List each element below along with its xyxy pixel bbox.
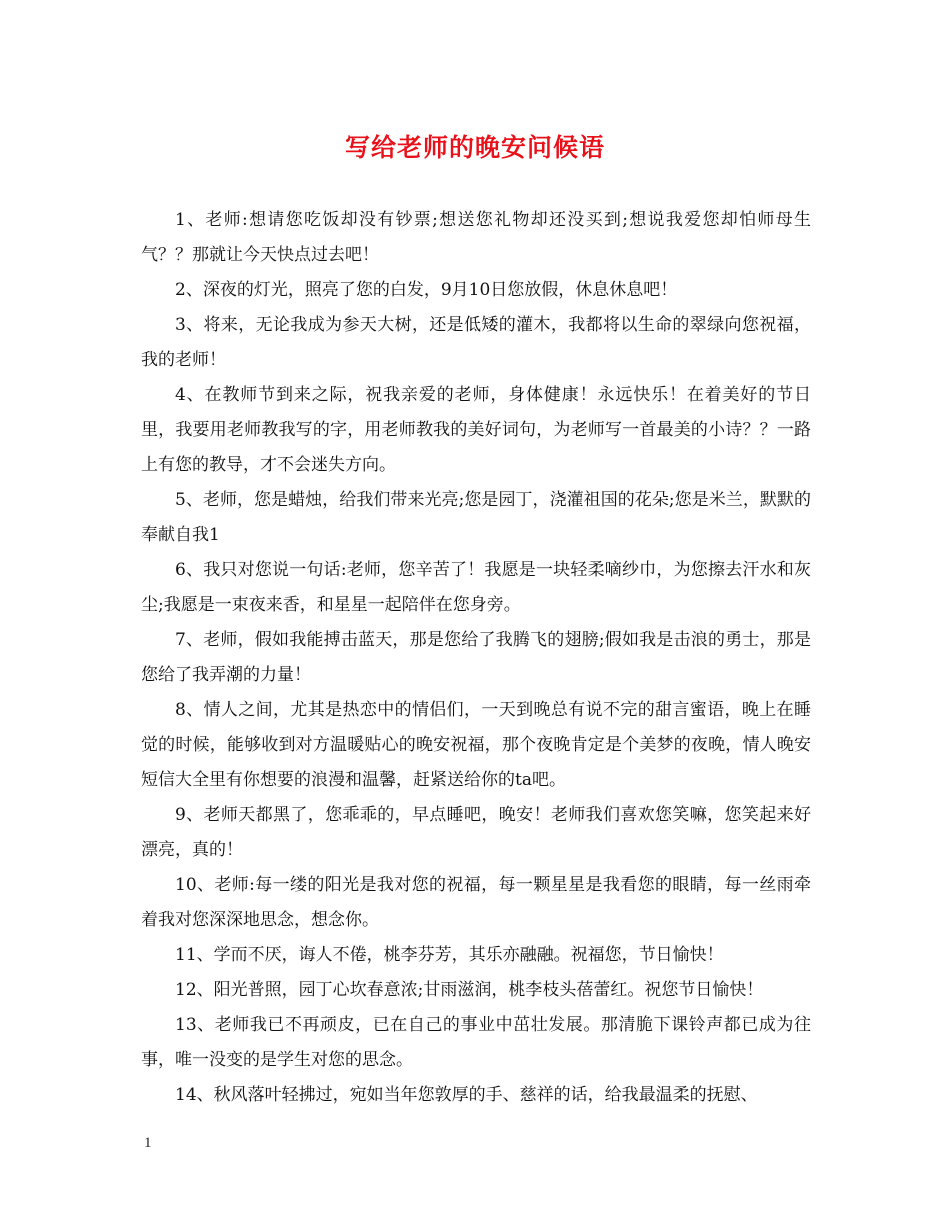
paragraph-9: 9、老师天都黑了，您乖乖的，早点睡吧，晚安！老师我们喜欢您笑嘛，您笑起来好漂亮，真的！ bbox=[141, 805, 811, 860]
paragraph-1: 1、老师:想请您吃饭却没有钞票;想送您礼物却还没买到;想说我爱您却怕师母生气？？那就让今天快点过去吧！ bbox=[141, 210, 811, 265]
paragraph-4: 4、在教师节到来之际，祝我亲爱的老师，身体健康！永远快乐！在着美好的节日里，我要用老师教我写的字，用老师教我的美好词句，为老师写一首最美的小诗？？一路上有您的教导，才不会迷失方向。 bbox=[141, 385, 811, 475]
paragraph-7: 7、老师，假如我能搏击蓝天，那是您给了我腾飞的翅膀;假如我是击浪的勇士，那是您给了我弄潮的力量！ bbox=[141, 630, 811, 685]
page-number: 1 bbox=[144, 1135, 152, 1151]
paragraph-6: 6、我只对您说一句话:老师，您辛苦了！我愿是一块轻柔嘀纱巾，为您擦去汗水和灰尘;我愿是一束夜来香，和星星一起陪伴在您身旁。 bbox=[141, 560, 811, 615]
paragraph-13: 13、老师我已不再顽皮，已在自己的事业中茁壮发展。那清脆下课铃声都已成为往事，唯一没变的是学生对您的思念。 bbox=[141, 1015, 811, 1070]
paragraph-5: 5、老师，您是蜡烛，给我们带来光亮;您是园丁，浇灌祖国的花朵;您是米兰，默默的奉献自我1 bbox=[141, 490, 811, 545]
paragraph-11: 11、学而不厌，诲人不倦，桃李芬芳，其乐亦融融。祝福您，节日愉快！ bbox=[175, 945, 724, 965]
paragraph-14: 14、秋风落叶轻拂过，宛如当年您敦厚的手、慈祥的话，给我最温柔的抚慰、 bbox=[175, 1085, 758, 1105]
document-title: 写给老师的晚安问候语 bbox=[344, 133, 605, 162]
paragraph-2: 2、深夜的灯光，照亮了您的白发，9月10日您放假，休息休息吧！ bbox=[175, 280, 678, 300]
paragraph-8: 8、情人之间，尤其是热恋中的情侣们，一天到晚总有说不完的甜言蜜语，晚上在睡觉的时候，能够收到对方温暖贴心的晚安祝福，那个夜晚肯定是个美梦的夜晚，情人晚安短信大全里有你想要的浪漫和温馨，赶紧送给你的ta吧。 bbox=[141, 700, 811, 790]
document-body bbox=[141, 203, 811, 1113]
paragraph-12: 12、阳光普照，园丁心坎春意浓;甘雨滋润，桃李枝头蓓蕾红。祝您节日愉快！ bbox=[175, 980, 764, 1000]
paragraph-10: 10、老师:每一缕的阳光是我对您的祝福，每一颗星星是我看您的眼睛，每一丝雨牵着我对您深深地思念，想念你。 bbox=[141, 875, 811, 930]
paragraph-3: 3、将来，无论我成为参天大树，还是低矮的灌木，我都将以生命的翠绿向您祝福，我的老师！ bbox=[141, 315, 811, 370]
